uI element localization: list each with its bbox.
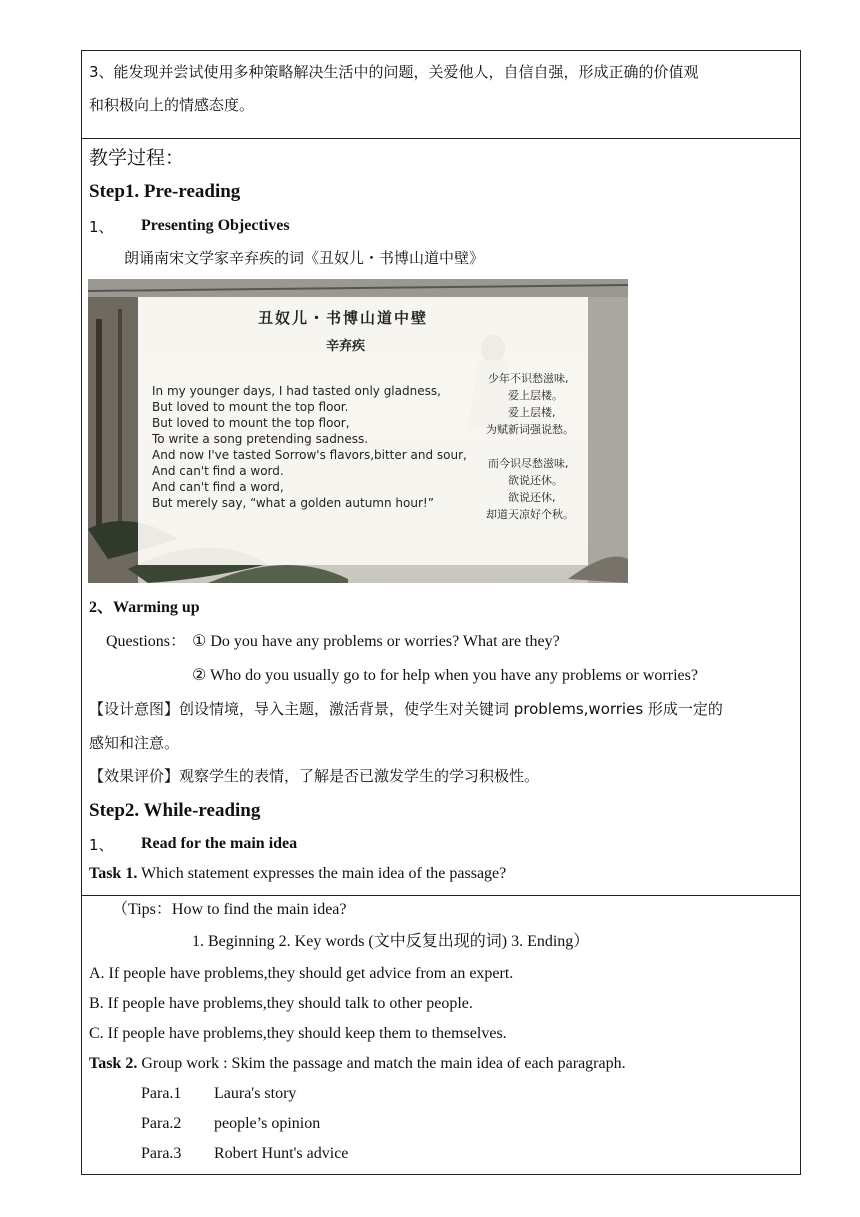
poem-english-line: But loved to mount the top floor. [152, 400, 349, 414]
step2-item1-number: 1、 [89, 836, 114, 854]
task1 [89, 864, 506, 884]
option-b: B. If people have problems,they should talk to other people. [89, 995, 473, 1012]
poem-image [88, 279, 628, 583]
questions-label: Questions： [106, 633, 187, 650]
poem-chinese-line: 却道天凉好个秋。 [486, 508, 574, 521]
poem-english-line: And can't find a word, [152, 480, 284, 494]
task1-label: Task 1. [89, 865, 138, 882]
para-idea: Robert Hunt's advice [214, 1145, 349, 1162]
task1-text: Which statement expresses the main idea of the passage? [141, 865, 507, 882]
poem-english-line: In my younger days, I had tasted only gladness, [152, 384, 441, 398]
step1-item1-number: 1、 [89, 218, 114, 236]
poem-english-line: To write a song pretending sadness. [152, 432, 369, 446]
task2-text: Group work : Skim the passage and match the main idea of each paragraph. [141, 1055, 626, 1072]
poem-english-line: And now I've tasted Sorrow's flavors,bitter and sour, [152, 448, 467, 462]
para-idea: people’s opinion [214, 1115, 321, 1132]
design-intent-line-2: 感知和注意。 [89, 734, 180, 752]
objective-line-1: 3、能发现并尝试使用多种策略解决生活中的问题，关爱他人，自信自强，形成正确的价值观 [89, 63, 699, 81]
poem-chinese-line: 爱上层楼, [508, 406, 556, 419]
option-a: A. If people have problems,they should get advice from an expert. [89, 965, 514, 982]
step1-heading: Step1. Pre-reading [89, 181, 241, 202]
step2-heading: Step2. While-reading [89, 800, 261, 821]
design-intent-line-1: 【设计意图】创设情境，导入主题，激活背景，使学生对关键词 problems,worries 形成一定的 [89, 700, 723, 718]
question-2: ② Who do you usually go to for help when you have any problems or worries? [192, 667, 698, 684]
objective-line-2: 和积极向上的情感态度。 [89, 96, 255, 114]
poem-english-line: And can't find a word. [152, 464, 284, 478]
poem-chinese-line: 爱上层楼。 [508, 389, 563, 402]
process-title: 教学过程： [89, 147, 185, 169]
warming-up-title: 2、Warming up [89, 599, 200, 616]
option-c: C. If people have problems,they should keep them to themselves. [89, 1025, 507, 1042]
poem-chinese-line: 而今识尽愁滋味, [488, 457, 569, 470]
poem-title: 丑奴儿・书博山道中壁 [258, 309, 429, 327]
para-label: Para.2 [141, 1115, 182, 1132]
question-1: ① Do you have any problems or worries? What are they? [192, 633, 560, 650]
poem-chinese-line: 欲说还休。 [508, 474, 563, 487]
para-label: Para.1 [141, 1085, 182, 1102]
poem-english-line: But loved to mount the top floor, [152, 416, 350, 430]
poem-chinese-line: 少年不识愁滋味, [488, 372, 569, 385]
recite-instruction: 朗诵南宋文学家辛弃疾的词《丑奴儿・书博山道中壁》 [124, 249, 485, 267]
task2-label: Task 2. [89, 1055, 138, 1072]
para-idea: Laura's story [214, 1085, 297, 1102]
step1-item1-title: Presenting Objectives [141, 217, 290, 234]
step2-item1-title: Read for the main idea [141, 835, 298, 852]
poem-author: 辛弃疾 [326, 339, 366, 354]
poem-chinese-line: 欲说还休, [508, 491, 556, 504]
para-label: Para.3 [141, 1145, 182, 1162]
poem-chinese-line: 为赋新词强说愁。 [486, 423, 574, 436]
tips-line-1: （Tips：How to find the main idea? [112, 901, 347, 918]
effect-evaluation: 【效果评价】观察学生的表情，了解是否已激发学生的学习积极性。 [89, 767, 540, 785]
poem-english-line: But merely say, “what a golden autumn hour!” [152, 496, 434, 510]
tips-line-2: 1. Beginning 2. Key words (文中反复出现的词) 3. Ending） [192, 933, 590, 950]
task2 [89, 1054, 626, 1074]
